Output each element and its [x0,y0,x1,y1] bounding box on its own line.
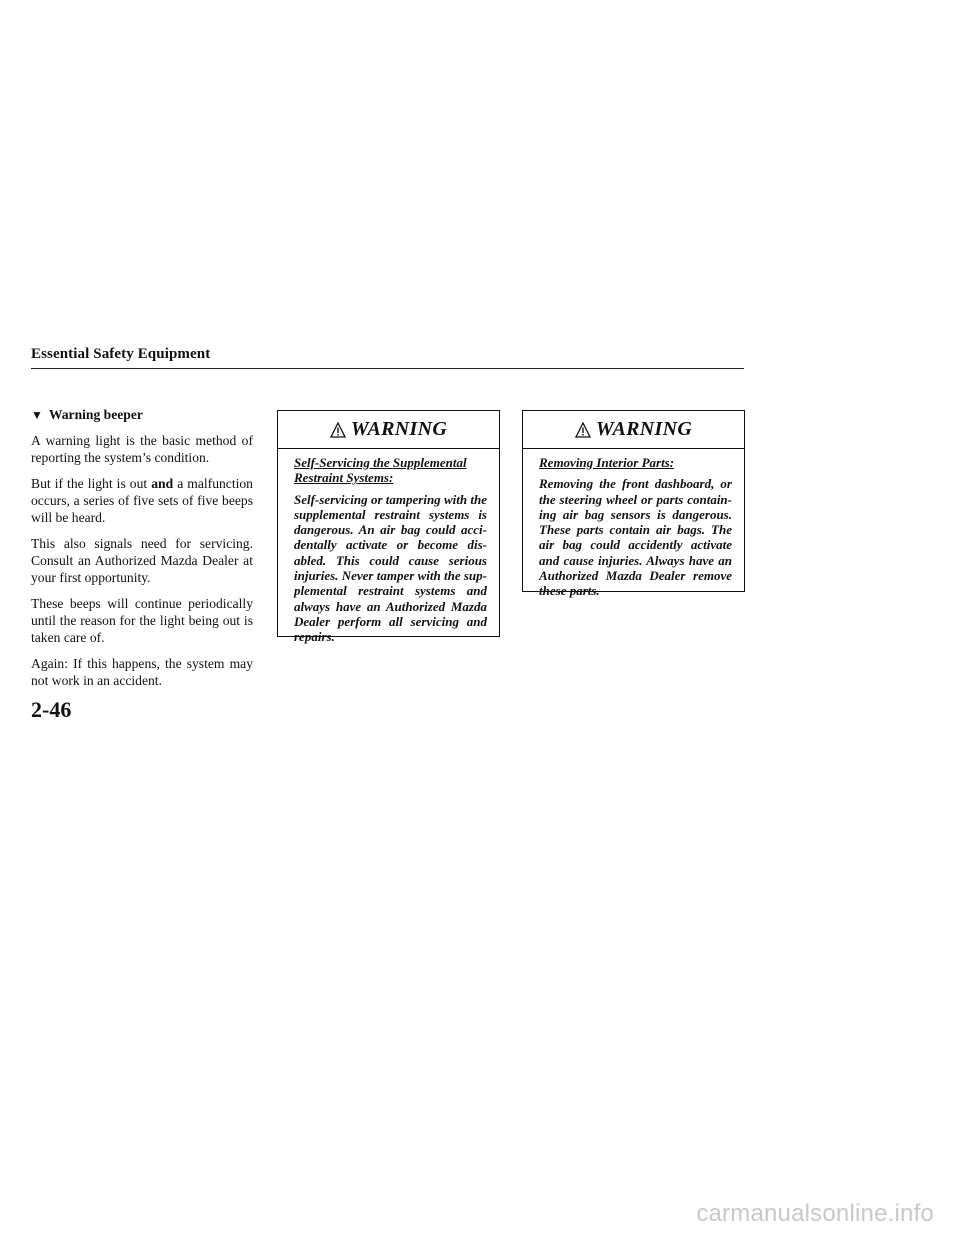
warning-box-interior-parts [522,410,745,599]
warning-text: Self-servicing or tampering with the supplemental restraint systems is dangerous. An air bag could acci-dentally activate or become dis-abled. This could cause serious injuries. Never tamper with the sup-plemental restraint systems and always have an Authorized Mazda Dealer perform all servicing and repairs. [294,491,487,645]
warning-title: WARNING [595,418,693,440]
warning-body [523,449,744,599]
paragraph-2-before: But if the light is out [31,476,152,491]
warning-title: WARNING [350,418,448,440]
left-column [31,406,253,698]
paragraph-3: This also signals need for servicing. Consult an Authorized Mazda Dealer at your first opportunity. [31,536,253,585]
section-title: Essential Safety Equipment [31,346,211,362]
warning-text: Removing the front dashboard, or the steering wheel or parts contain-ing air bag sensors is dangerous. These parts contain air bags. The air bag could accidently activate and cause injuries. Always have an Authorized Mazda Dealer remove these parts. [539,476,732,599]
warning-subtitle: Removing Interior Parts: [539,455,675,470]
paragraph-5: Again: If this happens, the system may not work in an accident. [31,656,253,688]
paragraph-2 [31,475,253,526]
warning-body [278,449,499,645]
warning-box-self-servicing [277,410,500,645]
warning-triangle-icon [575,422,591,438]
subheading-warning-beeper [31,406,253,423]
paragraph-2-after: a malfunction occurs, a series of five sets of five beeps will be heard. [31,476,253,525]
paragraph-1: A warning light is the basic method of reporting the system’s condition. [31,433,253,465]
page-number: 2-46 [31,697,72,722]
paragraph-4: These beeps will continue periodically until the reason for the light being out is taken care of. [31,596,253,645]
down-triangle-icon: ▼ [31,407,43,422]
warning-header [523,411,744,449]
watermark: carmanualsonline.info [696,1200,934,1227]
header-divider [31,368,744,369]
warning-triangle-icon [330,422,346,438]
warning-subtitle: Self-Servicing the Supplemental Restraint Systems: [294,455,467,486]
warning-header [278,411,499,449]
paragraph-2-bold: and [151,476,174,491]
subheading-label: Warning beeper [48,407,143,422]
